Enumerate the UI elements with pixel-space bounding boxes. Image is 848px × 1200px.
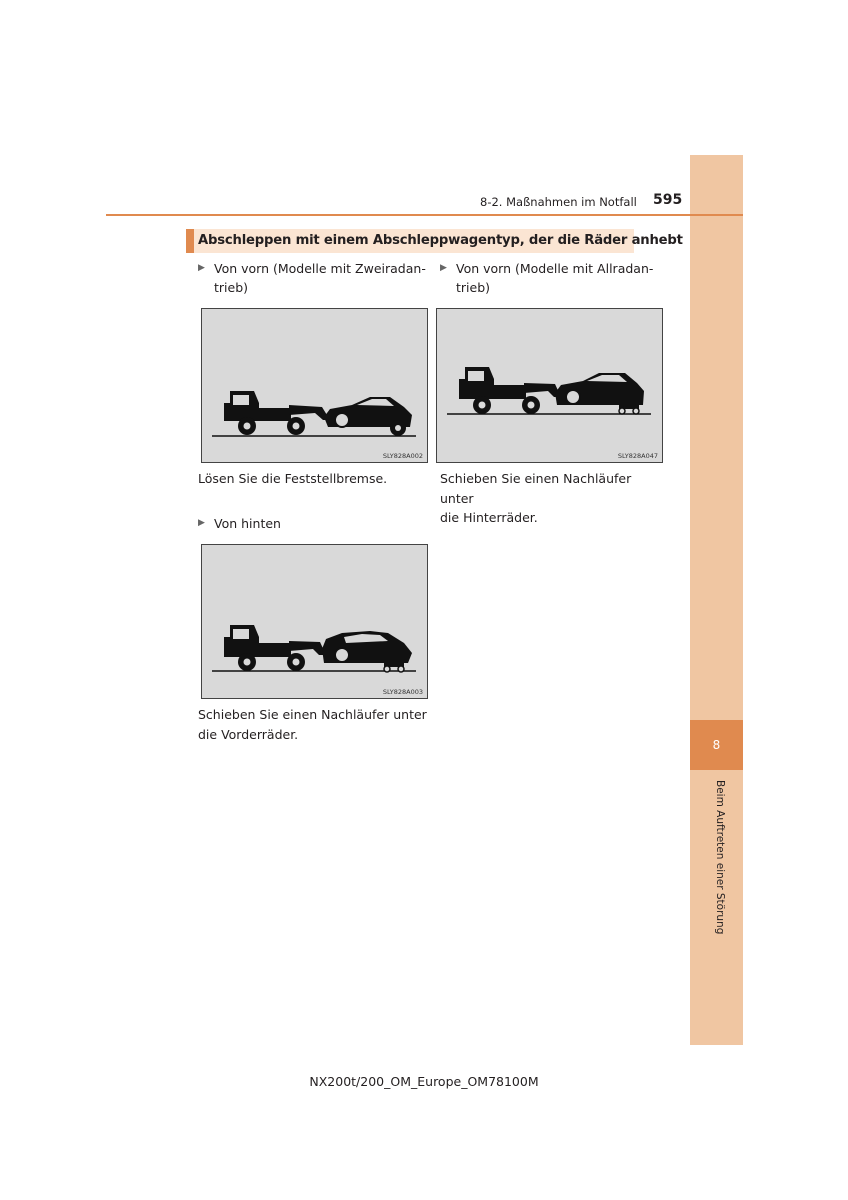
page-number: 595 [653, 192, 683, 208]
section-banner: Abschleppen mit einem Abschleppwagentyp, der die Räder anhebt [186, 229, 634, 253]
caption-line: die Vorderräder. [198, 726, 299, 742]
figure-rear [201, 544, 428, 699]
figure-front-4wd [436, 308, 663, 463]
item-label-rear [198, 514, 426, 533]
section-title: 8-2. Maßnahmen im Notfall [480, 195, 637, 209]
caption-front-2wd [198, 469, 428, 489]
caption-front-4wd [440, 469, 662, 528]
item-label-line: trieb) [214, 280, 249, 295]
arrow-bullet-icon: ▶ [198, 518, 205, 528]
caption-line: Lösen Sie die Feststellbremse. [198, 471, 388, 486]
arrow-bullet-icon: ▶ [440, 263, 447, 273]
caption-line: die Hinterräder. [440, 510, 538, 525]
arrow-bullet-icon: ▶ [198, 263, 205, 273]
figure-front-2wd [201, 308, 428, 463]
footer-doc-id: NX200t/200_OM_Europe_OM78100M [309, 1074, 539, 1089]
item-label-line: Von hinten [214, 516, 281, 531]
figure-code: SLY828A003 [382, 688, 423, 696]
item-label-front-2wd [198, 259, 426, 297]
caption-line: Schieben Sie einen Nachläufer unter [198, 707, 427, 722]
item-label-line: trieb) [456, 280, 491, 295]
tow-truck-dolly-illustration [437, 309, 662, 462]
caption-rear [198, 705, 428, 744]
chapter-number-badge: 8 [690, 720, 743, 770]
figure-code: SLY828A047 [617, 452, 658, 460]
item-label-front-4wd [440, 259, 662, 297]
item-label-line: Von vorn (Modelle mit Zweiradan- [214, 261, 426, 276]
item-label-line: Von vorn (Modelle mit Allradan- [456, 261, 654, 276]
header-rule [106, 214, 743, 216]
figure-code: SLY828A002 [382, 452, 423, 460]
tow-truck-illustration [202, 309, 427, 462]
caption-line: Schieben Sie einen Nachläufer unter [440, 471, 632, 506]
chapter-label: Beim Auftreten einer Störung [714, 780, 726, 935]
tow-truck-rear-illustration [202, 545, 427, 698]
